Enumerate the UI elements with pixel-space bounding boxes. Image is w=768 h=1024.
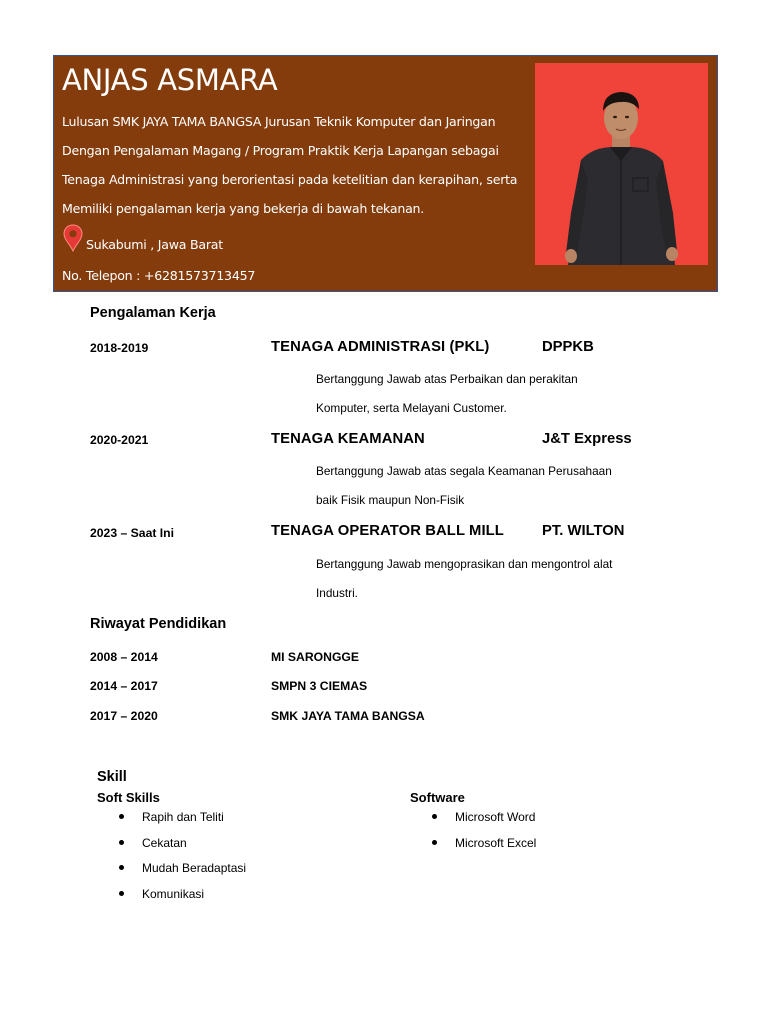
header-banner <box>53 55 718 292</box>
map-pin-icon <box>62 224 84 252</box>
soft-skill-label: Mudah Beradaptasi <box>142 861 247 875</box>
education-years: 2014 – 2017 <box>90 679 158 693</box>
soft-skill-label: Cekatan <box>142 835 187 850</box>
person-photo-illustration <box>535 63 708 265</box>
experience-role: TENAGA OPERATOR BALL MILL <box>271 523 504 539</box>
location-row <box>62 224 223 256</box>
summary-line: Memiliki pengalaman kerja yang bekerja di bawah tekanan. <box>62 201 425 216</box>
education-years: 2017 – 2020 <box>90 709 158 723</box>
experience-years: 2020-2021 <box>90 433 149 447</box>
experience-desc-line: baik Fisik maupun Non-Fisik <box>316 493 465 507</box>
experience-desc-line: Komputer, serta Melayani Customer. <box>316 401 507 415</box>
list-item <box>429 836 536 862</box>
candidate-name: ANJAS ASMARA <box>62 63 278 97</box>
software-label: Microsoft Word <box>455 810 536 824</box>
experience-desc-line: Bertanggung Jawab atas segala Keamanan Perusahaan <box>316 464 612 478</box>
soft-skill-label: Rapih dan Teliti <box>142 810 224 824</box>
soft-skills-title: Soft Skills <box>97 790 160 805</box>
summary-line: Tenaga Administrasi yang berorientasi pada ketelitian dan kerapihan, serta <box>62 172 518 187</box>
phone-number: No. Telepon : +6281573713457 <box>62 268 256 283</box>
experience-desc-line: Bertanggung Jawab atas Perbaikan dan perakitan <box>316 372 578 386</box>
list-item <box>116 836 246 862</box>
software-label: Microsoft Excel <box>455 835 537 850</box>
software-list <box>429 810 536 861</box>
experience-org: PT. WILTON <box>542 523 625 539</box>
profile-photo <box>535 63 708 265</box>
section-title-education: Riwayat Pendidikan <box>90 616 227 632</box>
bullet-icon <box>119 891 124 896</box>
experience-org: J&T Express <box>542 431 632 447</box>
education-school: MI SARONGGE <box>271 650 360 664</box>
experience-role: TENAGA KEAMANAN <box>271 431 425 447</box>
bullet-icon <box>119 814 124 819</box>
profile-summary <box>62 107 532 223</box>
list-item <box>116 810 246 836</box>
software-title: Software <box>410 790 465 805</box>
soft-skills-list <box>116 810 246 912</box>
bullet-icon <box>119 865 124 870</box>
list-item <box>116 861 246 887</box>
summary-line: Lulusan SMK JAYA TAMA BANGSA Jurusan Teknik Komputer dan Jaringan <box>62 114 496 129</box>
bullet-icon <box>119 840 124 845</box>
list-item <box>116 887 246 913</box>
section-title-skill: Skill <box>97 769 127 785</box>
experience-org: DPPKB <box>542 339 594 355</box>
experience-years: 2018-2019 <box>90 341 149 355</box>
education-school: SMPN 3 CIEMAS <box>271 679 368 693</box>
soft-skill-label: Komunikasi <box>142 886 205 901</box>
experience-years: 2023 – Saat Ini <box>90 526 175 540</box>
list-item <box>429 810 536 836</box>
experience-role: TENAGA ADMINISTRASI (PKL) <box>271 339 490 355</box>
bullet-icon <box>432 840 437 845</box>
bullet-icon <box>432 814 437 819</box>
education-years: 2008 – 2014 <box>90 650 158 664</box>
education-school: SMK JAYA TAMA BANGSA <box>271 709 425 723</box>
section-title-experience: Pengalaman Kerja <box>90 305 216 321</box>
experience-desc-line: Industri. <box>316 586 358 600</box>
summary-line: Dengan Pengalaman Magang / Program Praktik Kerja Lapangan sebagai <box>62 143 499 158</box>
location-text: Sukabumi , Jawa Barat <box>86 237 223 252</box>
experience-desc-line: Bertanggung Jawab mengoprasikan dan mengontrol alat <box>316 557 613 571</box>
